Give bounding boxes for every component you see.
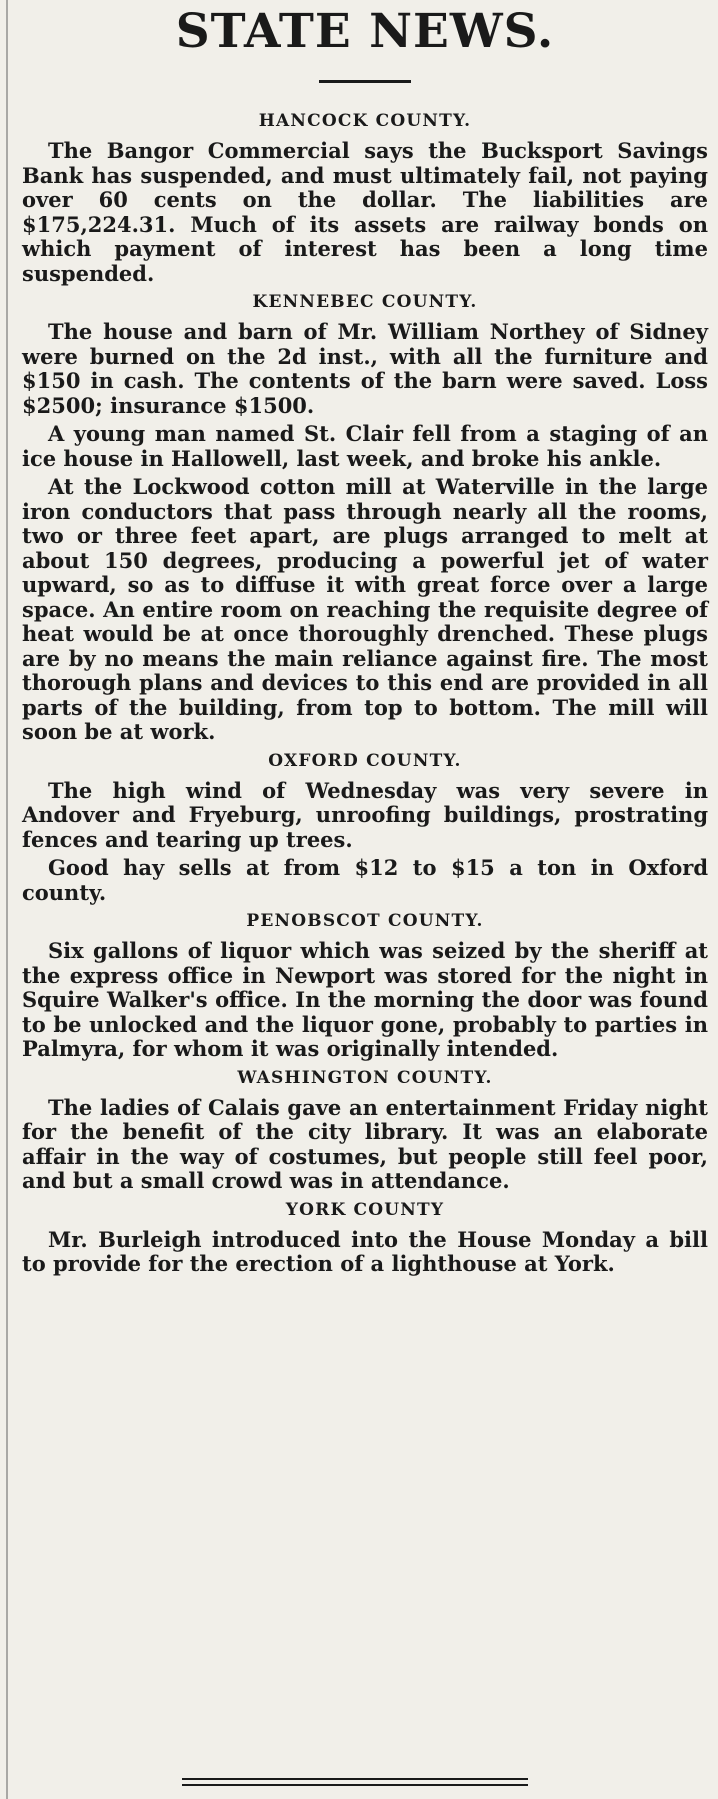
title-divider <box>319 80 411 83</box>
bottom-divider-top <box>182 1778 528 1780</box>
news-paragraph: Six gallons of liquor which was seized by the sheriff at the express office in Newport was stored for the night in Squire Walker's office. In the morning the door was found to be unlocked and the liquor gone, probably to parties in Palmyra, for whom it was originally intended. <box>22 938 708 1061</box>
county-heading: WASHINGTON COUNTY. <box>237 1067 493 1088</box>
masthead-title: STATE NEWS. <box>175 4 555 59</box>
section-washington <box>22 1066 708 1194</box>
county-heading: OXFORD COUNTY. <box>268 750 462 771</box>
column-rule <box>6 0 8 1799</box>
section-hancock <box>22 109 708 286</box>
news-paragraph: Mr. Burleigh introduced into the House Monday a bill to provide for the erection of a lighthouse at York. <box>22 1226 708 1276</box>
county-heading: PENOBSCOT COUNTY. <box>246 911 484 931</box>
section-kennebec <box>22 290 708 745</box>
section-penobscot <box>22 909 708 1062</box>
bottom-divider-bottom <box>182 1784 528 1786</box>
news-paragraph: Good hay sells at from $12 to $15 a ton in Oxford county. <box>22 855 708 905</box>
news-paragraph: The house and barn of Mr. William Northey of Sidney were burned on the 2d inst., with all the furniture and $150 in cash. The contents of the barn were saved. Loss $2500; insurance $1500. <box>22 319 708 418</box>
news-paragraph: A young man named St. Clair fell from a staging of an ice house in Hallowell, last week, and broke his ankle. <box>22 421 708 471</box>
county-heading: HANCOCK COUNTY. <box>258 111 472 131</box>
news-paragraph: The high wind of Wednesday was very severe in Andover and Fryeburg, unroofing buildings, prostrating fences and tearing up trees. <box>22 777 708 852</box>
news-paragraph: The Bangor Commercial says the Bucksport Savings Bank has suspended, and must ultimately fail, not paying over 60 cents on the dollar. The liabilities are $175,224.31. Much of its assets are railway bonds on which payment of interest has been a long time suspended. <box>22 138 708 286</box>
section-oxford <box>22 749 708 906</box>
section-york <box>22 1198 708 1277</box>
news-paragraph: The ladies of Calais gave an entertainment Friday night for the benefit of the city library. It was an elaborate affair in the way of costumes, but people still feel poor, and but a small crowd was in attendance. <box>22 1094 708 1193</box>
news-paragraph: At the Lockwood cotton mill at Waterville in the large iron conductors that pass through nearly all the rooms, two or three feet apart, are plugs arranged to melt at about 150 degrees, producing a powerful jet of water upward, so as to diffuse it with great force over a large space. An entire room on reaching the requisite degree of heat would be at once thoroughly drenched. These plugs are by no means the main reliance against fire. The most thorough plans and devices to this end are provided in all parts of the building, from top to bottom. The mill will soon be at work. <box>22 474 708 744</box>
county-heading: YORK COUNTY <box>285 1199 445 1220</box>
county-heading: KENNEBEC COUNTY. <box>252 292 478 312</box>
